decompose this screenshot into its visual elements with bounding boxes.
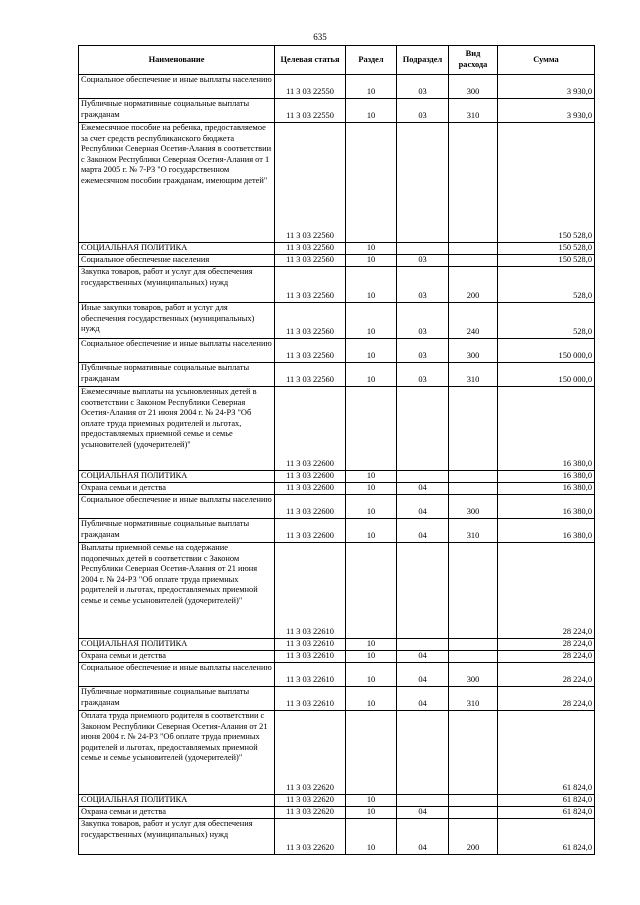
cell-name: Закупка товаров, работ и услуг для обеспечения государственных (муниципальных) нужд <box>79 819 275 855</box>
cell-kind <box>449 123 498 243</box>
cell-section <box>346 543 397 639</box>
cell-code: 11 3 03 22550 <box>275 99 346 123</box>
header-kind: Вид расхода <box>449 46 498 75</box>
table-row <box>79 387 595 471</box>
cell-sum: 16 380,0 <box>498 495 595 519</box>
cell-kind: 310 <box>449 687 498 711</box>
cell-section: 10 <box>346 99 397 123</box>
cell-section: 10 <box>346 795 397 807</box>
cell-name: Закупка товаров, работ и услуг для обеспечения государственных (муниципальных) нужд <box>79 267 275 303</box>
cell-subsection: 03 <box>397 363 449 387</box>
cell-name: СОЦИАЛЬНАЯ ПОЛИТИКА <box>79 795 275 807</box>
cell-kind <box>449 711 498 795</box>
table-row <box>79 519 595 543</box>
header-section: Раздел <box>346 46 397 75</box>
cell-subsection <box>397 795 449 807</box>
cell-code: 11 3 03 22560 <box>275 255 346 267</box>
cell-subsection: 03 <box>397 75 449 99</box>
cell-sum: 150 528,0 <box>498 123 595 243</box>
cell-sum: 28 224,0 <box>498 687 595 711</box>
cell-subsection <box>397 123 449 243</box>
cell-subsection: 04 <box>397 663 449 687</box>
table-row <box>79 795 595 807</box>
table-row <box>79 639 595 651</box>
cell-kind: 200 <box>449 267 498 303</box>
cell-name: Социальное обеспечение и иные выплаты населению <box>79 495 275 519</box>
cell-code: 11 3 03 22550 <box>275 75 346 99</box>
cell-kind: 200 <box>449 819 498 855</box>
cell-name: Публичные нормативные социальные выплаты гражданам <box>79 519 275 543</box>
table-row <box>79 75 595 99</box>
header-name: Наименование <box>79 46 275 75</box>
cell-sum: 528,0 <box>498 303 595 339</box>
cell-code: 11 3 03 22560 <box>275 267 346 303</box>
cell-section: 10 <box>346 255 397 267</box>
cell-sum: 28 224,0 <box>498 663 595 687</box>
cell-section: 10 <box>346 471 397 483</box>
cell-sum: 61 824,0 <box>498 711 595 795</box>
cell-subsection <box>397 543 449 639</box>
cell-subsection <box>397 711 449 795</box>
cell-sum: 150 528,0 <box>498 243 595 255</box>
cell-sum: 61 824,0 <box>498 795 595 807</box>
cell-subsection <box>397 639 449 651</box>
header-row <box>79 46 595 75</box>
cell-sum: 150 000,0 <box>498 363 595 387</box>
cell-subsection: 03 <box>397 339 449 363</box>
cell-code: 11 3 03 22560 <box>275 363 346 387</box>
table-row <box>79 123 595 243</box>
cell-kind <box>449 795 498 807</box>
cell-name: Охрана семьи и детства <box>79 807 275 819</box>
cell-kind <box>449 255 498 267</box>
cell-section <box>346 711 397 795</box>
cell-name: Иные закупки товаров, работ и услуг для обеспечения государственных (муниципальных) нужд <box>79 303 275 339</box>
cell-name: Охрана семьи и детства <box>79 483 275 495</box>
cell-sum: 61 824,0 <box>498 819 595 855</box>
cell-kind <box>449 651 498 663</box>
cell-kind: 310 <box>449 363 498 387</box>
cell-subsection <box>397 243 449 255</box>
cell-kind: 310 <box>449 99 498 123</box>
table-row <box>79 495 595 519</box>
table-row <box>79 255 595 267</box>
cell-code: 11 3 03 22600 <box>275 495 346 519</box>
cell-subsection: 03 <box>397 255 449 267</box>
cell-name: СОЦИАЛЬНАЯ ПОЛИТИКА <box>79 243 275 255</box>
table-row <box>79 807 595 819</box>
cell-subsection: 04 <box>397 807 449 819</box>
cell-name: Выплаты приемной семье на содержание подопечных детей в соответствии с Законом Республики Северная Осетия-Алания от 21 июня 2004 г. № 24-РЗ "Об оплате труда приемных родителей и льготах, предоставляемых приемной семье и семье усыновителей (удочерителей)" <box>79 543 275 639</box>
page-number: 635 <box>313 32 327 42</box>
table-row <box>79 99 595 123</box>
cell-code: 11 3 03 22610 <box>275 651 346 663</box>
cell-section: 10 <box>346 807 397 819</box>
cell-section: 10 <box>346 687 397 711</box>
budget-table <box>78 45 595 855</box>
cell-section: 10 <box>346 495 397 519</box>
cell-code: 11 3 03 22600 <box>275 471 346 483</box>
cell-code: 11 3 03 22610 <box>275 639 346 651</box>
header-target: Целевая статья <box>275 46 346 75</box>
cell-section: 10 <box>346 363 397 387</box>
cell-sum: 28 224,0 <box>498 639 595 651</box>
cell-kind <box>449 639 498 651</box>
header-sum: Сумма <box>498 46 595 75</box>
table-row <box>79 363 595 387</box>
cell-kind <box>449 243 498 255</box>
cell-sum: 28 224,0 <box>498 543 595 639</box>
cell-kind: 300 <box>449 339 498 363</box>
cell-name: Охрана семьи и детства <box>79 651 275 663</box>
cell-kind: 300 <box>449 75 498 99</box>
cell-sum: 16 380,0 <box>498 483 595 495</box>
table-row <box>79 267 595 303</box>
cell-name: Публичные нормативные социальные выплаты гражданам <box>79 363 275 387</box>
cell-code: 11 3 03 22620 <box>275 819 346 855</box>
cell-name: Социальное обеспечение населения <box>79 255 275 267</box>
cell-section: 10 <box>346 639 397 651</box>
cell-name: СОЦИАЛЬНАЯ ПОЛИТИКА <box>79 471 275 483</box>
cell-section: 10 <box>346 519 397 543</box>
cell-section: 10 <box>346 339 397 363</box>
cell-sum: 150 528,0 <box>498 255 595 267</box>
table-row <box>79 339 595 363</box>
cell-subsection: 04 <box>397 687 449 711</box>
cell-name: Ежемесячное пособие на ребенка, предоставляемое за счет средств республиканского бюджета Республики Северная Осетия-Алания в соответствии с Законом Республики Северная Осетия-Алания от 1 марта 2005 г. № 7-РЗ "О государственном ежемесячном пособии гражданам, имеющим детей" <box>79 123 275 243</box>
cell-code: 11 3 03 22600 <box>275 387 346 471</box>
cell-code: 11 3 03 22560 <box>275 303 346 339</box>
cell-name: Ежемесячные выплаты на усыновленных детей в соответствии с Законом Республики Северная Осетия-Алания от 21 июня 2004 г. № 24-РЗ "Об оплате труда приемных родителей и льготах, предоставляемых приемной семье и семье усыновителей (удочерителей)" <box>79 387 275 471</box>
cell-section <box>346 387 397 471</box>
cell-sum: 61 824,0 <box>498 807 595 819</box>
cell-kind: 300 <box>449 663 498 687</box>
cell-subsection: 04 <box>397 819 449 855</box>
table-row <box>79 687 595 711</box>
cell-name: Социальное обеспечение и иные выплаты населению <box>79 339 275 363</box>
cell-subsection <box>397 387 449 471</box>
cell-sum: 150 000,0 <box>498 339 595 363</box>
cell-sum: 16 380,0 <box>498 471 595 483</box>
cell-name: Публичные нормативные социальные выплаты гражданам <box>79 99 275 123</box>
cell-code: 11 3 03 22620 <box>275 711 346 795</box>
cell-subsection: 03 <box>397 99 449 123</box>
cell-code: 11 3 03 22610 <box>275 543 346 639</box>
table-row <box>79 711 595 795</box>
cell-code: 11 3 03 22620 <box>275 795 346 807</box>
cell-subsection: 04 <box>397 651 449 663</box>
cell-code: 11 3 03 22560 <box>275 339 346 363</box>
cell-kind <box>449 471 498 483</box>
cell-subsection: 03 <box>397 303 449 339</box>
cell-name: Социальное обеспечение и иные выплаты населению <box>79 663 275 687</box>
cell-section: 10 <box>346 651 397 663</box>
cell-kind: 310 <box>449 519 498 543</box>
cell-name: Социальное обеспечение и иные выплаты населению <box>79 75 275 99</box>
cell-code: 11 3 03 22610 <box>275 687 346 711</box>
cell-kind: 300 <box>449 495 498 519</box>
header-subsection: Подраздел <box>397 46 449 75</box>
cell-sum: 528,0 <box>498 267 595 303</box>
cell-section: 10 <box>346 663 397 687</box>
cell-code: 11 3 03 22560 <box>275 243 346 255</box>
cell-code: 11 3 03 22600 <box>275 519 346 543</box>
cell-sum: 28 224,0 <box>498 651 595 663</box>
cell-sum: 3 930,0 <box>498 99 595 123</box>
cell-kind <box>449 543 498 639</box>
cell-section: 10 <box>346 75 397 99</box>
cell-subsection: 03 <box>397 267 449 303</box>
cell-subsection: 04 <box>397 495 449 519</box>
cell-code: 11 3 03 22600 <box>275 483 346 495</box>
cell-code: 11 3 03 22560 <box>275 123 346 243</box>
cell-subsection <box>397 471 449 483</box>
cell-section: 10 <box>346 483 397 495</box>
cell-kind <box>449 387 498 471</box>
cell-name: СОЦИАЛЬНАЯ ПОЛИТИКА <box>79 639 275 651</box>
cell-section <box>346 123 397 243</box>
table-row <box>79 663 595 687</box>
cell-sum: 3 930,0 <box>498 75 595 99</box>
cell-code: 11 3 03 22610 <box>275 663 346 687</box>
cell-subsection: 04 <box>397 519 449 543</box>
cell-kind: 240 <box>449 303 498 339</box>
cell-name: Публичные нормативные социальные выплаты гражданам <box>79 687 275 711</box>
table-row <box>79 819 595 855</box>
cell-subsection: 04 <box>397 483 449 495</box>
table-row <box>79 543 595 639</box>
cell-section: 10 <box>346 819 397 855</box>
cell-kind <box>449 483 498 495</box>
cell-kind <box>449 807 498 819</box>
cell-section: 10 <box>346 303 397 339</box>
cell-sum: 16 380,0 <box>498 387 595 471</box>
table-row <box>79 471 595 483</box>
cell-sum: 16 380,0 <box>498 519 595 543</box>
table-row <box>79 243 595 255</box>
table-row <box>79 651 595 663</box>
table-row <box>79 483 595 495</box>
cell-section: 10 <box>346 243 397 255</box>
table-row <box>79 303 595 339</box>
cell-name: Оплата труда приемного родителя в соответствии с Законом Республики Северная Осетия-Алания от 21 июня 2004 г. № 24-РЗ "Об оплате труда приемных родителей и льготах, предоставляемых приемной семье и семье усыновителей (удочерителей)" <box>79 711 275 795</box>
cell-section: 10 <box>346 267 397 303</box>
cell-code: 11 3 03 22620 <box>275 807 346 819</box>
